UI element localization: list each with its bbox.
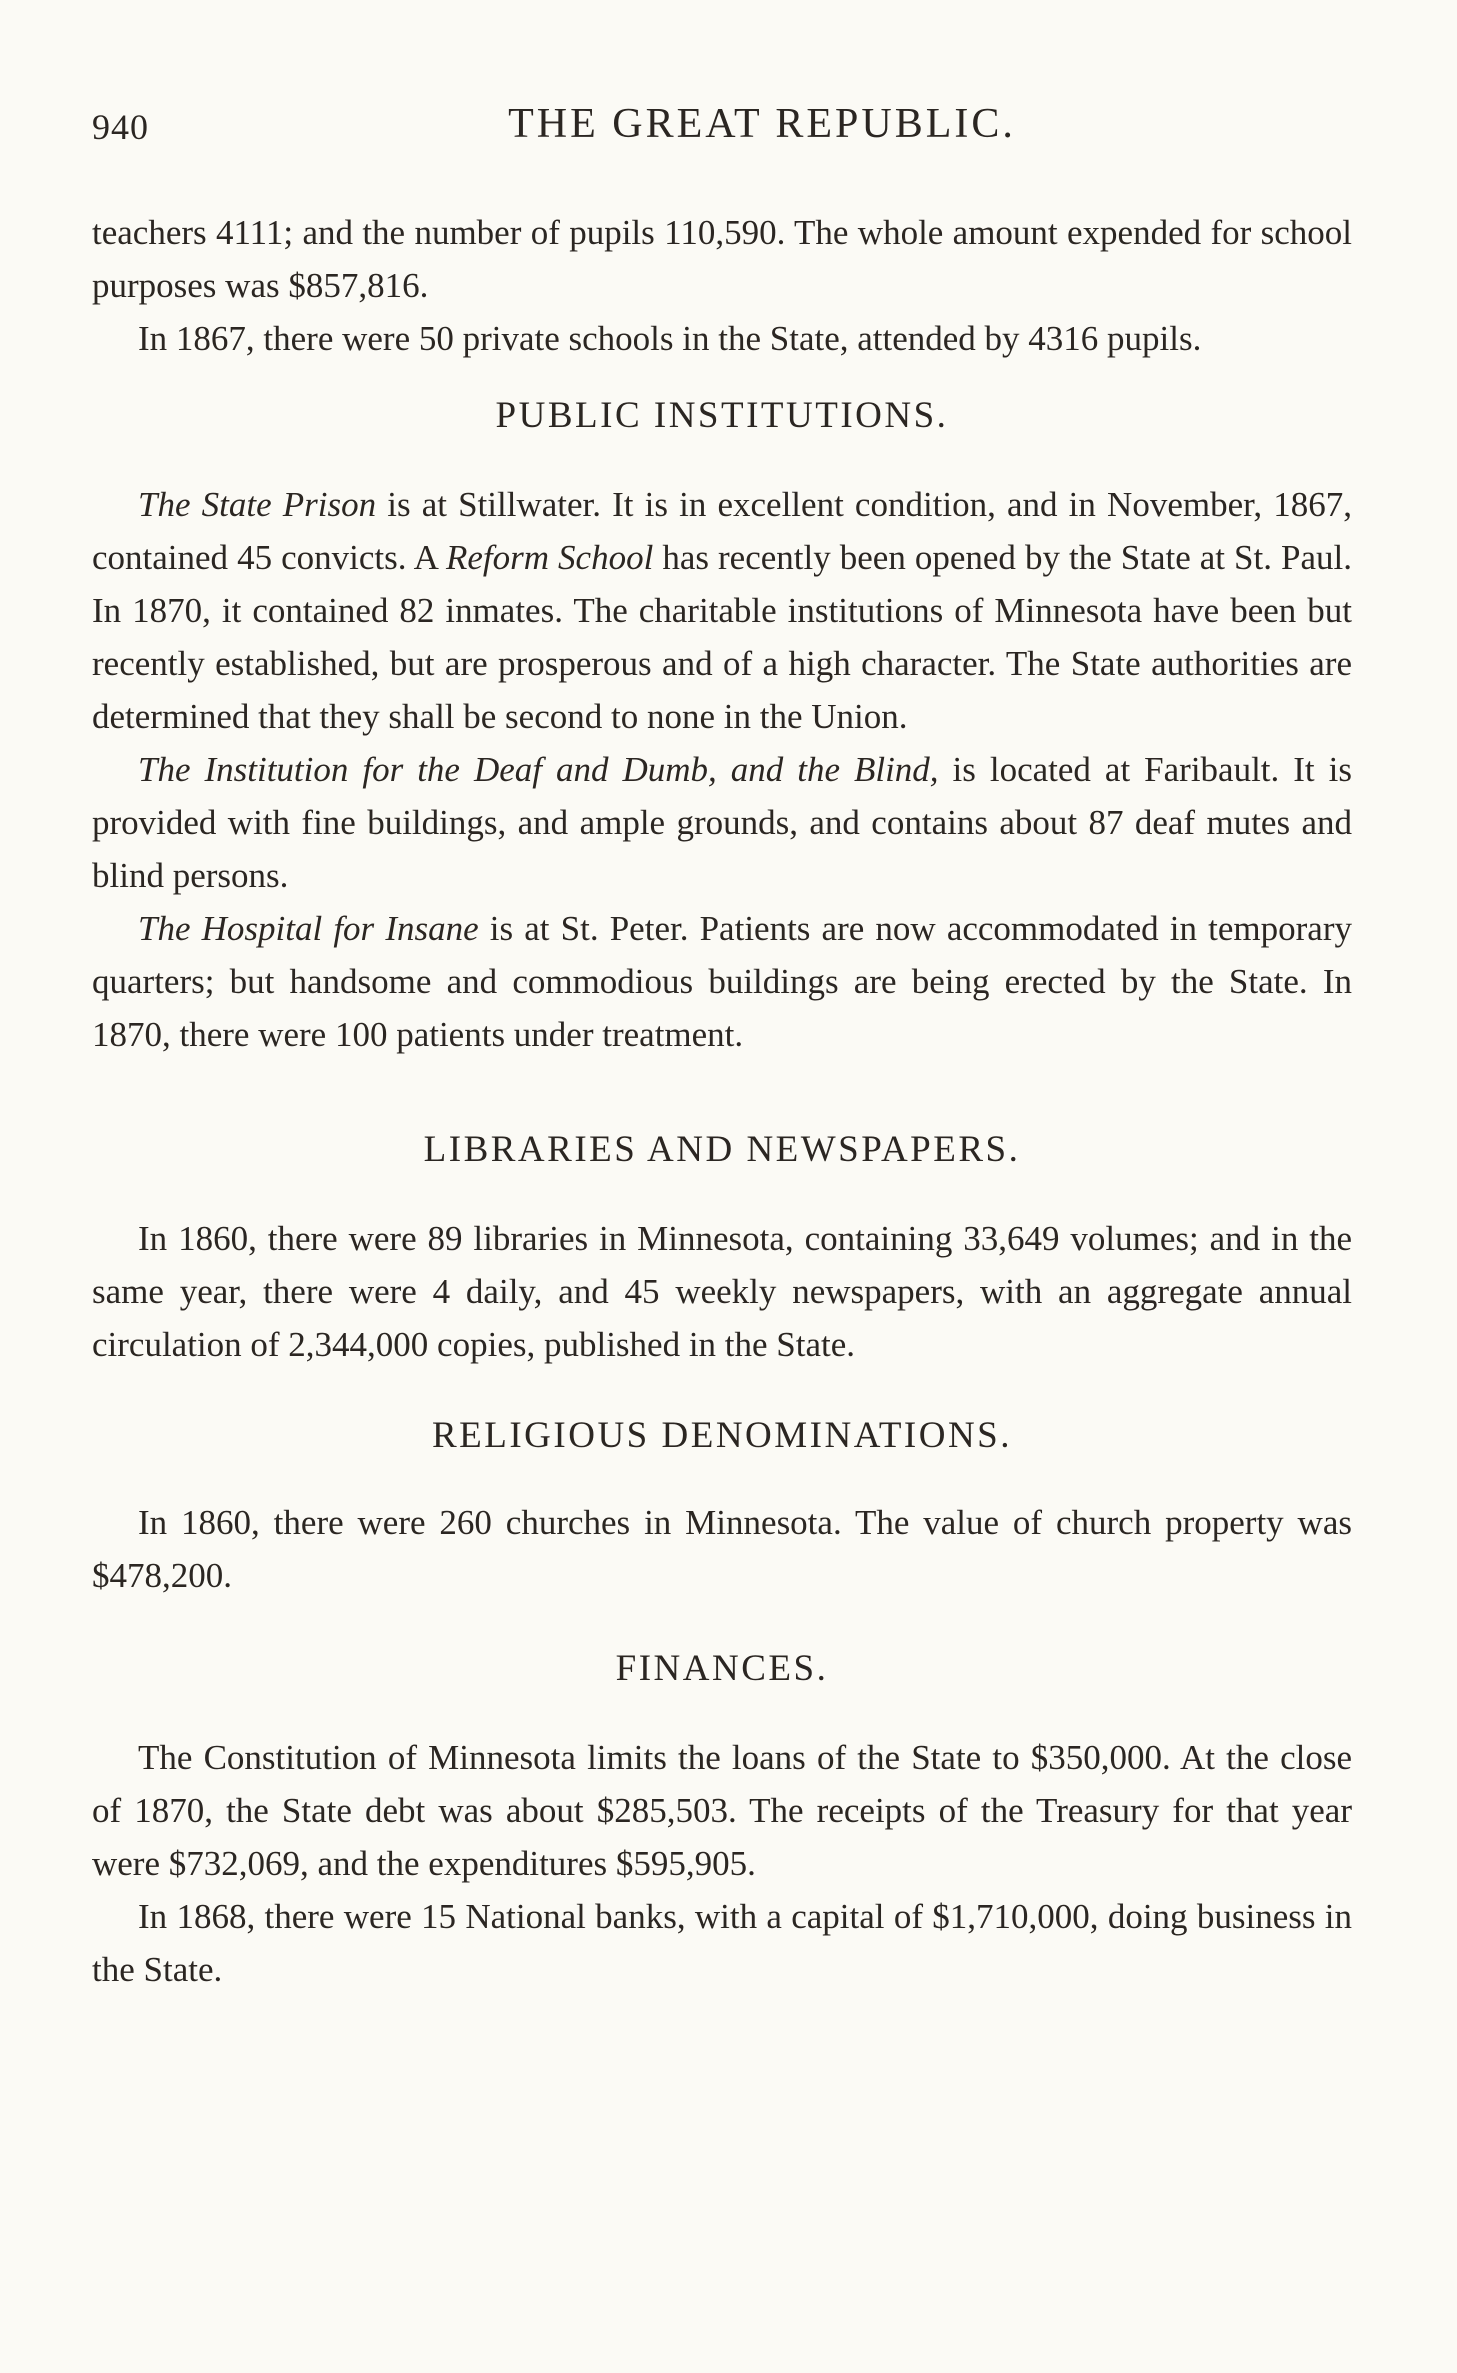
italic-state-prison: The State Prison	[138, 485, 377, 524]
paragraph-text: is at St. Peter. Patients are now accommodated in temporary quarters; but handsome and commodious buildings are being erected by the State. In 1870, there were 100 patients under treatment.	[92, 909, 1352, 1054]
running-head	[92, 88, 1352, 158]
intro-paragraph-2: In 1867, there were 50 private schools in the State, attended by 4316 pupils.	[138, 319, 1202, 358]
paragraph-text: has recently been opened by the State at St. Paul. In 1870, it contained 82 inmates. The charitable institutions of Minnesota have been but recently established, but are prosperous and of a high character. The State authorities are determined that they shall be second to none in the Union.	[92, 538, 1352, 736]
italic-hospital-for-insane: The Hospital for Insane	[138, 909, 479, 948]
libraries-paragraph-1: In 1860, there were 89 libraries in Minnesota, containing 33,649 volumes; and in the same year, there were 4 daily, and 45 weekly newspapers, with an aggregate annual circulation of 2,344,000 copies, published in the State.	[92, 1219, 1352, 1364]
section-heading-finances: FINANCES.	[615, 1648, 829, 1689]
italic-reform-school: Reform School	[445, 538, 654, 577]
body-text	[92, 206, 1352, 1996]
public-institutions-paragraph-3	[92, 902, 1352, 1061]
public-institutions-paragraph-2	[92, 743, 1352, 902]
paragraph-text: is at Stillwater. It is in excellent condition, and in November, 1867, contained 45 convicts. A	[92, 485, 1352, 577]
section-heading-religious: RELIGIOUS DENOMINATIONS.	[431, 1415, 1013, 1456]
section-heading-public-institutions: PUBLIC INSTITUTIONS.	[495, 395, 949, 436]
public-institutions-paragraph-1	[92, 478, 1352, 743]
book-page	[92, 88, 1352, 1996]
section-heading-libraries: LIBRARIES AND NEWSPAPERS.	[423, 1129, 1021, 1170]
running-title: THE GREAT REPUBLIC.	[508, 101, 1016, 147]
page-number: 940	[92, 107, 149, 147]
finances-paragraph-2: In 1868, there were 15 National banks, with a capital of $1,710,000, doing business in the State.	[92, 1897, 1352, 1989]
intro-paragraph-1: teachers 4111; and the number of pupils 110,590. The whole amount expended for school purposes was $857,816.	[92, 213, 1352, 305]
italic-deaf-dumb-institution: The Institution for the Deaf and Dumb, and the Blind,	[138, 750, 939, 789]
paragraph-text: is located at Faribault. It is provided with fine buildings, and ample grounds, and contains about 87 deaf mutes and blind persons.	[92, 750, 1352, 895]
finances-paragraph-1: The Constitution of Minnesota limits the loans of the State to $350,000. At the close of 1870, the State debt was about $285,503. The receipts of the Treasury for that year were $732,069, and the expenditures $595,905.	[92, 1738, 1352, 1883]
religious-paragraph-1: In 1860, there were 260 churches in Minnesota. The value of church property was $478,200.	[92, 1503, 1352, 1595]
